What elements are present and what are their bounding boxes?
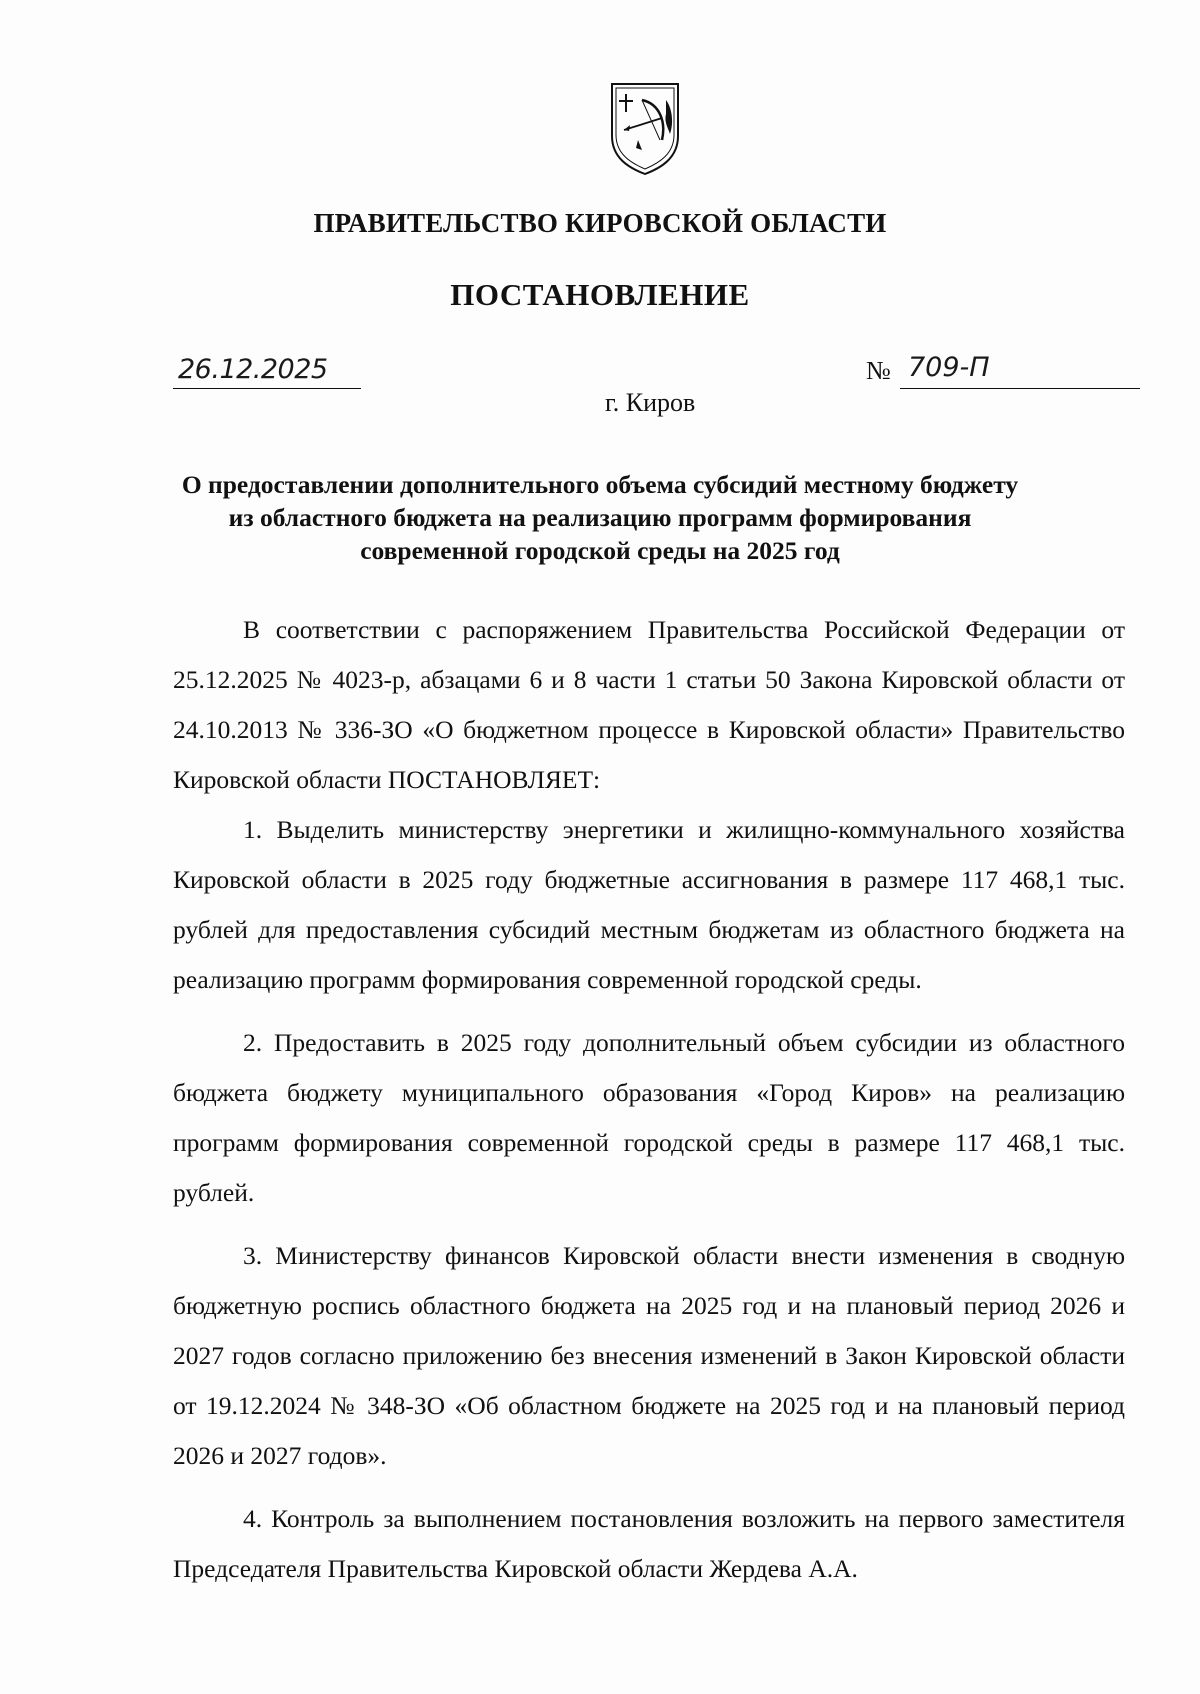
item-paragraph-4: 4. Контроль за выполнением постановления возложить на первого заместителя Председателя Правительства Кировской области Жердева А.А. [173,1504,1125,1583]
title-line: современной городской среды на 2025 год [360,536,840,565]
government-name: ПРАВИТЕЛЬСТВО КИРОВСКОЙ ОБЛАСТИ [313,208,887,238]
preamble-paragraph: В соответствии с распоряжением Правительства Российской Федерации от 25.12.2025 № 4023-р, абзацами 6 и 8 части 1 статьи 50 Закона Кировской области от 24.10.2013 № 336-ЗО «О бюджетном процессе в Кировской области» Правительство Кировской области ПОСТАНОВЛЯЕТ: [173,615,1125,794]
title-line: из областного бюджета на реализацию программ формирования [228,503,972,532]
item-paragraph-3: 3. Министерству финансов Кировской области внести изменения в сводную бюджетную роспись областного бюджета на 2025 год и на плановый период 2026 и 2027 годов согласно приложению без внесения изменений в Закон Кировской области от 19.12.2024 № 348-ЗО «Об областном бюджете на 2025 год и на плановый период 2026 и 2027 годов». [173,1241,1125,1470]
item-paragraph-1: 1. Выделить министерству энергетики и жилищно-коммунального хозяйства Кировской области в 2025 году бюджетные ассигнования в размере 117 468,1 тыс. рублей для предоставления субсидий местным бюджетам из областного бюджета на реализацию программ формирования современной городской среды. [173,815,1125,994]
city: г. Киров [605,388,696,417]
item-paragraph-2: 2. Предоставить в 2025 году дополнительный объем субсидии из областного бюджета бюджету муниципального образования «Город Киров» на реализацию программ формирования современной городской среды в размере 117 468,1 тыс. рублей. [173,1028,1125,1207]
coat-of-arms-icon [606,78,684,178]
document-title [120,468,1080,567]
number-label: № [866,356,891,385]
document-date: 26.12.2025 [178,354,328,385]
document-type: ПОСТАНОВЛЕНИЕ [450,277,750,312]
title-line: О предоставлении дополнительного объема субсидий местному бюджету [181,470,1019,499]
document-body [173,605,1125,1594]
document-number: 709-П [908,352,990,383]
